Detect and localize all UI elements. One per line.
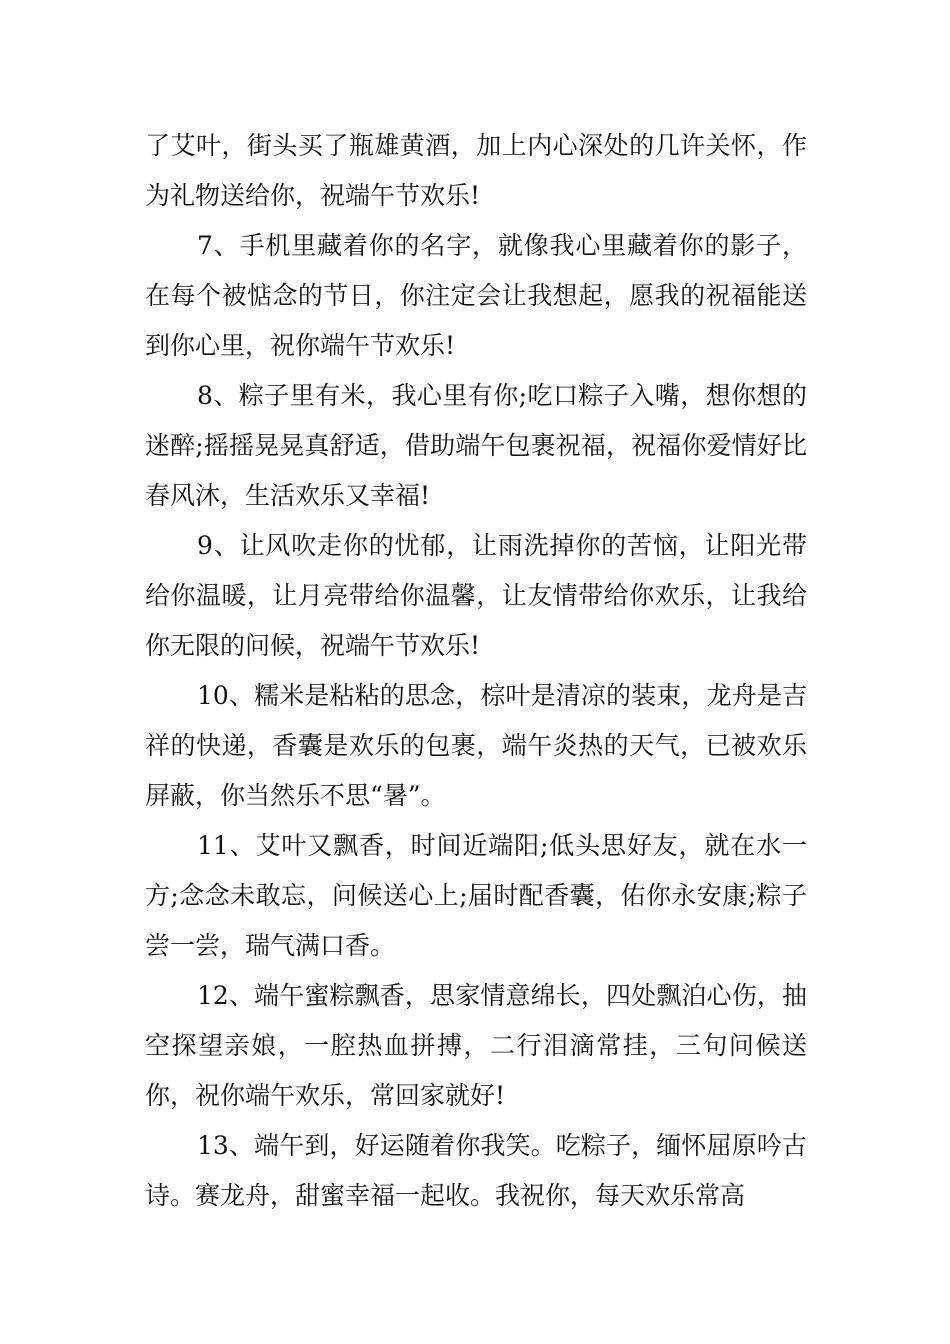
paragraph-11: 11、艾叶又飘香，时间近端阳;低头思好友，就在水一方;念念未敢忘，问候送心上;届时配香囊，佑你永安康;粽子尝一尝，瑞气满口香。 <box>145 831 807 960</box>
paragraph-9: 9、让风吹走你的忧郁，让雨洗掉你的苦恼，让阳光带给你温暖，让月亮带给你温馨，让友情带给你欢乐，让我给你无限的问候，祝端午节欢乐! <box>145 531 807 660</box>
paragraph-7: 7、手机里藏着你的名字，就像我心里藏着你的影子，在每个被惦念的节日，你注定会让我想起，愿我的祝福能送到你心里，祝你端午节欢乐! <box>145 231 807 360</box>
paragraph-8: 8、粽子里有米，我心里有你;吃口粽子入嘴，想你想的迷醉;摇摇晃晃真舒适，借助端午包裹祝福，祝福你爱情好比春风沐，生活欢乐又幸福! <box>145 381 807 510</box>
paragraph-continuation: 了艾叶，街头买了瓶雄黄酒，加上内心深处的几许关怀，作为礼物送给你，祝端午节欢乐! <box>145 131 807 210</box>
paragraph-13: 13、端午到，好运随着你我笑。吃粽子，缅怀屈原吟古诗。赛龙舟，甜蜜幸福一起收。我祝你，每天欢乐常高 <box>145 1131 807 1210</box>
document-body <box>145 121 807 1221</box>
paragraph-12: 12、端午蜜粽飘香，思家情意绵长，四处飘泊心伤，抽空探望亲娘，一腔热血拼搏，二行泪滴常挂，三句问候送你，祝你端午欢乐，常回家就好! <box>145 981 807 1110</box>
paragraph-10: 10、糯米是粘粘的思念，棕叶是清凉的装束，龙舟是吉祥的快递，香囊是欢乐的包裹，端午炎热的天气，已被欢乐屏蔽，你当然乐不思“暑”。 <box>145 681 807 810</box>
